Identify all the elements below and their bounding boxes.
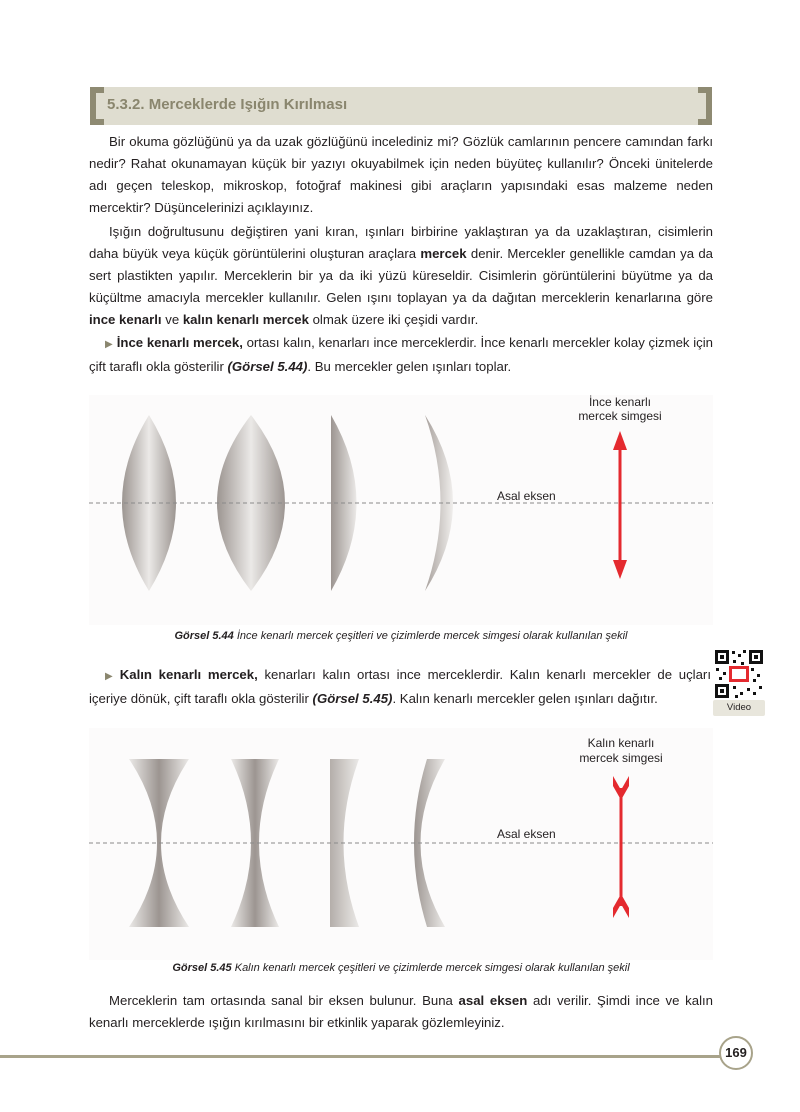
symbol-label-line2: mercek simgesi — [578, 409, 662, 423]
figure-convex-lenses — [89, 395, 713, 625]
term-asal-eksen: asal eksen — [458, 993, 528, 1008]
axis-label: Asal eksen — [497, 827, 556, 841]
heading-bracket-right — [698, 87, 712, 125]
caption-number: Görsel 5.44 — [174, 630, 234, 642]
page-number: 169 — [719, 1036, 753, 1070]
text: ortası kalın, kenarları ince merceklerdir. İnce kenarlı mercekler kolay çizmek için çift taraflı okla gösterilir — [89, 335, 713, 374]
figure-concave-svg — [89, 728, 713, 960]
text: adı verilir. Şimdi ince ve kalın kenarlı merceklerde ışığın kırılmasını bir etkinlik yaparak gözlemleyiniz. — [89, 993, 713, 1030]
term-kalin-kenarli-mercek: Kalın kenarlı mercek, — [119, 667, 258, 682]
text: Işığın doğrultusunu değiştiren yani kıran, ışınları birbirine yaklaştıran ya da uzaklaştıran, cisimlerin daha büyük veya küçük görüntülerini oluşturan araçlara — [89, 224, 713, 261]
text: Merceklerin tam ortasında sanal bir eksen bulunur. Buna — [109, 993, 459, 1008]
paragraph-lens-definition — [89, 221, 713, 331]
paragraph-thin-edge — [89, 332, 713, 378]
section-title: 5.3.2. Merceklerde Işığın Kırılması — [107, 96, 348, 113]
text: ve — [161, 312, 183, 327]
term-ince-kenarli: ince kenarlı — [89, 312, 162, 327]
paragraph-principal-axis — [89, 990, 713, 1034]
qr-video-label[interactable]: Video — [713, 700, 765, 716]
caption-text: Kalın kenarlı mercek çeşitleri ve çizimlerde mercek simgesi olarak kullanılan şekil — [231, 962, 630, 974]
term-kalin-kenarli: kalın kenarlı mercek — [182, 312, 309, 327]
text: denir. Mercekler genellikle camdan ya da sert plastikten yapılır. Merceklerin bir ya da iki yüzü küreseldir. Cisimlerin görüntülerini büyütme ya da küçültme amacıyla mercekler kullanılır. Gelen ışını toplayan ya da dağıtan merceklerin kenarlarına göre — [89, 246, 713, 305]
text: olmak üzere iki çeşidi vardır. — [308, 312, 479, 327]
text: . Kalın kenarlı mercekler gelen ışınları dağıtır. — [392, 691, 658, 706]
qr-code-icon — [713, 648, 765, 700]
figure-1-caption — [89, 630, 713, 642]
axis-label: Asal eksen — [497, 489, 556, 503]
caption-number: Görsel 5.45 — [172, 962, 232, 974]
bullet-arrow-icon: ▶ — [105, 671, 116, 682]
footer-line — [0, 1055, 722, 1058]
figure-convex-svg — [89, 395, 713, 625]
figure-concave-lenses — [89, 728, 713, 960]
symbol-label-line1: İnce kenarlı — [588, 395, 652, 409]
bullet-arrow-icon: ▶ — [105, 339, 113, 350]
paragraph-thick-edge — [89, 664, 711, 710]
heading-bracket-left — [90, 87, 104, 125]
figure-2-caption — [89, 962, 713, 974]
text: kenarları kalın ortası ince merceklerdir. Kalın kenarlı mercekler de uçları içeriye dönük, çift taraflı okla gösterilir — [89, 667, 711, 706]
symbol-label-line2: mercek simgesi — [579, 751, 663, 765]
symbol-label-line1: Kalın kenarlı — [587, 736, 655, 750]
term-ince-kenarli-mercek: İnce kenarlı mercek, — [116, 335, 243, 350]
figure-ref-545: (Görsel 5.45) — [312, 691, 393, 706]
text: . Bu mercekler gelen ışınları toplar. — [307, 359, 512, 374]
paragraph-intro: Bir okuma gözlüğünü ya da uzak gözlüğünü incelediniz mi? Gözlük camlarının pencere camından farkı nedir? Rahat okunamayan küçük bir yazıyı okuyabilmek için neden büyüteç kullanılır? Önceki ünitelerde adı geçen teleskop, mikroskop, fotoğraf makinesi gibi araçların yapısındaki esas malzeme neden mercektir? Düşüncelerinizi açıklayınız. — [89, 134, 713, 215]
term-mercek: mercek — [420, 246, 467, 261]
caption-text: İnce kenarlı mercek çeşitleri ve çizimlerde mercek simgesi olarak kullanılan şekil — [233, 630, 628, 642]
figure-ref-544: (Görsel 5.44) — [227, 359, 308, 374]
